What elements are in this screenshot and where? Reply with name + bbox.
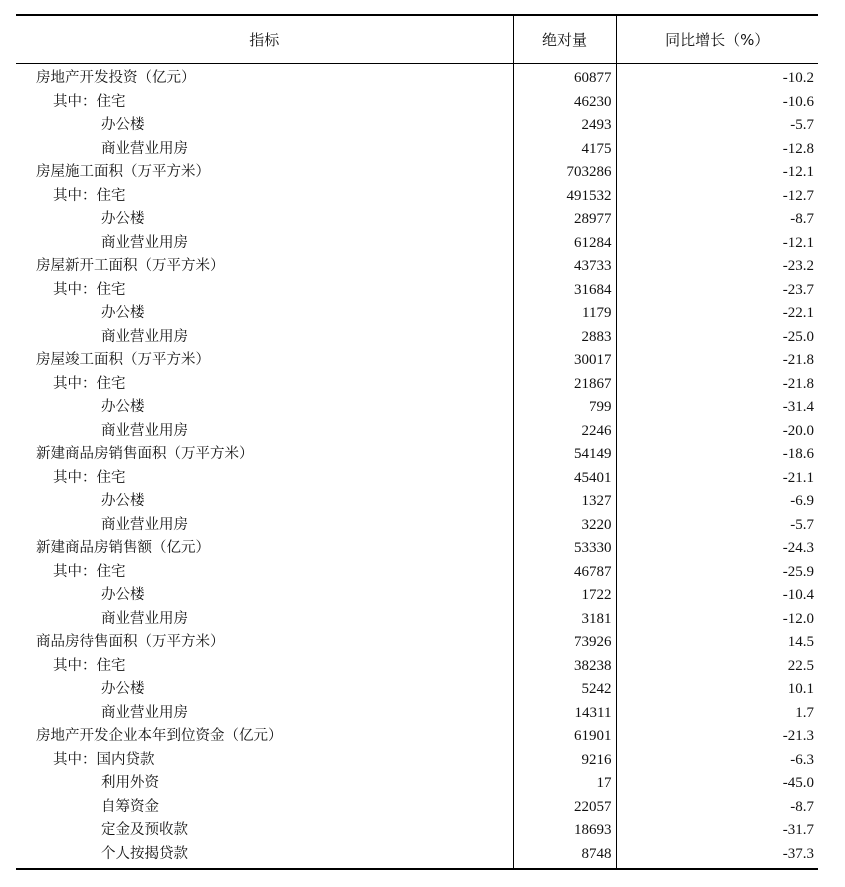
yoy-growth-cell: -23.7 — [616, 279, 818, 303]
indicator-sub-label: 其中：住宅 — [53, 375, 126, 392]
absolute-value-cell: 31684 — [513, 279, 616, 303]
yoy-growth-cell: -12.1 — [616, 161, 818, 185]
indicator-category-label: 房地产开发企业本年到位资金（亿元） — [36, 728, 283, 744]
indicator-sub-label: 办公楼 — [101, 211, 145, 227]
header-absolute-value: 绝对量 — [513, 15, 616, 64]
table-row — [16, 631, 818, 655]
absolute-value-cell: 38238 — [513, 655, 616, 679]
yoy-growth-cell: -25.9 — [616, 561, 818, 585]
absolute-value-cell: 3181 — [513, 608, 616, 632]
yoy-growth-cell: -10.2 — [616, 64, 818, 91]
indicator-category-label: 新建商品房销售面积（万平方米） — [36, 446, 254, 462]
table-row — [16, 514, 818, 538]
table-body — [16, 64, 818, 870]
table-row — [16, 396, 818, 420]
yoy-growth-cell: -6.9 — [616, 490, 818, 514]
indicator-sub-label: 办公楼 — [101, 681, 145, 697]
absolute-value-cell: 491532 — [513, 185, 616, 209]
yoy-growth-cell: -37.3 — [616, 843, 818, 870]
table-row — [16, 420, 818, 444]
indicator-sub-label: 商业营业用房 — [101, 140, 188, 157]
absolute-value-cell: 73926 — [513, 631, 616, 655]
table-row — [16, 655, 818, 679]
indicator-sub-label: 办公楼 — [101, 493, 145, 509]
indicator-category-label: 房屋施工面积（万平方米） — [36, 164, 210, 180]
indicator-category-label: 新建商品房销售额（亿元） — [36, 540, 210, 556]
table-row — [16, 749, 818, 773]
indicator-sub-label: 商业营业用房 — [101, 328, 188, 345]
indicator-sub-label: 利用外资 — [101, 775, 159, 791]
table-row — [16, 584, 818, 608]
table-header — [16, 15, 818, 64]
absolute-value-cell: 17 — [513, 772, 616, 796]
absolute-value-cell: 21867 — [513, 373, 616, 397]
absolute-value-cell: 8748 — [513, 843, 616, 870]
table-row — [16, 302, 818, 326]
absolute-value-cell: 61901 — [513, 725, 616, 749]
yoy-growth-cell: -10.6 — [616, 91, 818, 115]
indicator-sub-label: 其中：住宅 — [53, 281, 126, 298]
absolute-value-cell: 1722 — [513, 584, 616, 608]
header-yoy-growth: 同比增长（%） — [616, 15, 818, 64]
yoy-growth-cell: -8.7 — [616, 796, 818, 820]
absolute-value-cell: 2493 — [513, 114, 616, 138]
indicator-category-label: 房屋新开工面积（万平方米） — [36, 258, 225, 274]
table-row — [16, 537, 818, 561]
header-indicator: 指标 — [16, 15, 513, 64]
table-row — [16, 91, 818, 115]
header-row — [16, 15, 818, 64]
table-row — [16, 843, 818, 870]
table-row — [16, 185, 818, 209]
absolute-value-cell: 53330 — [513, 537, 616, 561]
yoy-growth-cell: -31.7 — [616, 819, 818, 843]
table-row — [16, 161, 818, 185]
indicator-sub-label: 其中：住宅 — [53, 563, 126, 580]
absolute-value-cell: 30017 — [513, 349, 616, 373]
table-row — [16, 819, 818, 843]
yoy-growth-cell: -21.8 — [616, 349, 818, 373]
yoy-growth-cell: 10.1 — [616, 678, 818, 702]
absolute-value-cell: 28977 — [513, 208, 616, 232]
indicator-sub-label: 商业营业用房 — [101, 516, 188, 533]
absolute-value-cell: 14311 — [513, 702, 616, 726]
yoy-growth-cell: -21.3 — [616, 725, 818, 749]
statistics-table-container — [16, 14, 818, 870]
yoy-growth-cell: -45.0 — [616, 772, 818, 796]
absolute-value-cell: 2246 — [513, 420, 616, 444]
yoy-growth-cell: 14.5 — [616, 631, 818, 655]
yoy-growth-cell: -24.3 — [616, 537, 818, 561]
indicator-category-label: 房屋竣工面积（万平方米） — [36, 352, 210, 368]
absolute-value-cell: 22057 — [513, 796, 616, 820]
absolute-value-cell: 1179 — [513, 302, 616, 326]
yoy-growth-cell: -8.7 — [616, 208, 818, 232]
absolute-value-cell: 2883 — [513, 326, 616, 350]
indicator-sub-label: 个人按揭贷款 — [16, 843, 513, 870]
table-row — [16, 443, 818, 467]
yoy-growth-cell: -23.2 — [616, 255, 818, 279]
yoy-growth-cell: 1.7 — [616, 702, 818, 726]
absolute-value-cell: 46230 — [513, 91, 616, 115]
yoy-growth-cell: -20.0 — [616, 420, 818, 444]
indicator-sub-label: 办公楼 — [101, 399, 145, 415]
table-row — [16, 373, 818, 397]
indicator-sub-label: 办公楼 — [101, 117, 145, 133]
indicator-sub-label: 商业营业用房 — [101, 234, 188, 251]
table-row — [16, 490, 818, 514]
absolute-value-cell: 799 — [513, 396, 616, 420]
indicator-sub-label: 其中：住宅 — [53, 469, 126, 486]
absolute-value-cell: 9216 — [513, 749, 616, 773]
yoy-growth-cell: -12.1 — [616, 232, 818, 256]
yoy-growth-cell: -12.8 — [616, 138, 818, 162]
indicator-sub-label: 其中：住宅 — [53, 187, 126, 204]
yoy-growth-cell: -5.7 — [616, 114, 818, 138]
table-row — [16, 349, 818, 373]
table-row — [16, 64, 818, 91]
table-row — [16, 678, 818, 702]
yoy-growth-cell: -10.4 — [616, 584, 818, 608]
table-row — [16, 772, 818, 796]
table-row — [16, 279, 818, 303]
absolute-value-cell: 18693 — [513, 819, 616, 843]
table-row — [16, 796, 818, 820]
indicator-sub-label: 办公楼 — [101, 305, 145, 321]
real-estate-statistics-table — [16, 14, 818, 870]
table-row — [16, 114, 818, 138]
absolute-value-cell: 4175 — [513, 138, 616, 162]
indicator-category-label: 商品房待售面积（万平方米） — [36, 634, 225, 650]
indicator-sub-label: 定金及预收款 — [101, 822, 188, 838]
yoy-growth-cell: -6.3 — [616, 749, 818, 773]
indicator-sub-label: 商业营业用房 — [101, 610, 188, 627]
absolute-value-cell: 5242 — [513, 678, 616, 702]
yoy-growth-cell: -5.7 — [616, 514, 818, 538]
table-row — [16, 725, 818, 749]
table-row — [16, 702, 818, 726]
indicator-sub-label: 其中：国内贷款 — [53, 751, 155, 768]
indicator-sub-label: 自筹资金 — [101, 798, 159, 815]
indicator-sub-label: 其中：住宅 — [53, 657, 126, 674]
absolute-value-cell: 61284 — [513, 232, 616, 256]
table-row — [16, 467, 818, 491]
absolute-value-cell: 1327 — [513, 490, 616, 514]
table-row — [16, 138, 818, 162]
absolute-value-cell: 46787 — [513, 561, 616, 585]
table-row — [16, 608, 818, 632]
table-row — [16, 232, 818, 256]
yoy-growth-cell: -25.0 — [616, 326, 818, 350]
yoy-growth-cell: -22.1 — [616, 302, 818, 326]
indicator-sub-label: 商业营业用房 — [101, 704, 188, 721]
indicator-sub-label: 办公楼 — [101, 587, 145, 603]
absolute-value-cell: 703286 — [513, 161, 616, 185]
absolute-value-cell: 43733 — [513, 255, 616, 279]
absolute-value-cell: 60877 — [513, 64, 616, 91]
yoy-growth-cell: -18.6 — [616, 443, 818, 467]
yoy-growth-cell: -12.7 — [616, 185, 818, 209]
yoy-growth-cell: -21.1 — [616, 467, 818, 491]
yoy-growth-cell: 22.5 — [616, 655, 818, 679]
absolute-value-cell: 3220 — [513, 514, 616, 538]
yoy-growth-cell: -12.0 — [616, 608, 818, 632]
absolute-value-cell: 45401 — [513, 467, 616, 491]
table-row — [16, 561, 818, 585]
table-row — [16, 255, 818, 279]
indicator-sub-label: 其中：住宅 — [53, 93, 126, 110]
table-row — [16, 326, 818, 350]
indicator-sub-label: 商业营业用房 — [101, 422, 188, 439]
yoy-growth-cell: -31.4 — [616, 396, 818, 420]
yoy-growth-cell: -21.8 — [616, 373, 818, 397]
indicator-category-label: 房地产开发投资（亿元） — [36, 70, 196, 86]
absolute-value-cell: 54149 — [513, 443, 616, 467]
table-row — [16, 208, 818, 232]
